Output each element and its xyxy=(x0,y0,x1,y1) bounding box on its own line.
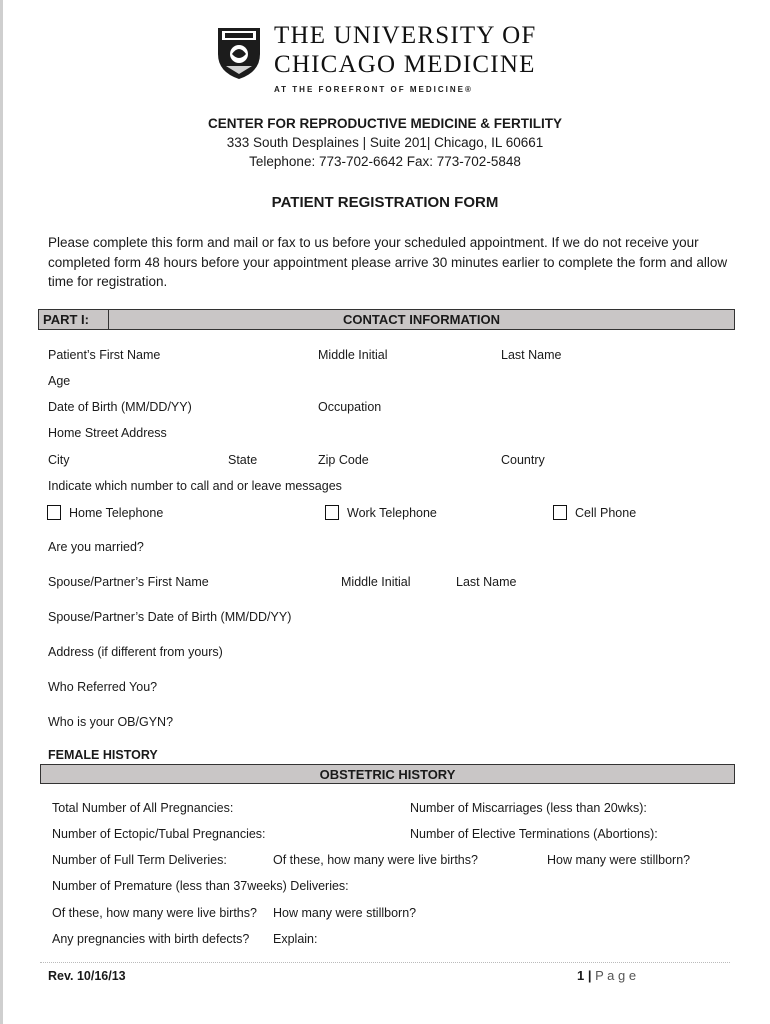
obgyn-field[interactable]: Who is your OB/GYN? xyxy=(48,715,174,729)
premature-live-births-field[interactable]: Of these, how many were live births? xyxy=(52,906,257,920)
home-address-field[interactable]: Home Street Address xyxy=(48,426,167,440)
miscarriages-field[interactable]: Number of Miscarriages (less than 20wks): xyxy=(410,801,647,815)
premature-stillborn-field[interactable]: How many were stillborn? xyxy=(273,906,417,920)
university-name-line1: THE UNIVERSITY OF xyxy=(274,22,537,49)
state-field[interactable]: State xyxy=(228,453,258,467)
cell-phone-checkbox[interactable] xyxy=(553,505,567,520)
home-telephone-checkbox[interactable] xyxy=(47,505,61,520)
referred-by-field[interactable]: Who Referred You? xyxy=(48,680,158,694)
first-name-field[interactable]: Patient’s First Name xyxy=(48,348,161,362)
city-field[interactable]: City xyxy=(48,453,70,467)
footer-divider xyxy=(40,962,730,963)
university-name-line2: CHICAGO MEDICINE xyxy=(274,51,536,78)
elective-terminations-field[interactable]: Number of Elective Terminations (Abortions): xyxy=(410,827,658,841)
page-number: 1 xyxy=(577,968,585,983)
last-name-field[interactable]: Last Name xyxy=(501,348,562,362)
occupation-field[interactable]: Occupation xyxy=(318,400,382,414)
page-separator: | xyxy=(587,968,592,983)
ectopic-pregnancies-field[interactable]: Number of Ectopic/Tubal Pregnancies: xyxy=(52,827,266,841)
part-label: PART I: xyxy=(39,310,109,329)
premature-deliveries-field[interactable]: Number of Premature (less than 37weeks) Deliveries: xyxy=(52,879,349,893)
revision-date: Rev. 10/16/13 xyxy=(48,969,126,983)
page-word: P a g e xyxy=(595,968,637,983)
home-telephone-label: Home Telephone xyxy=(69,506,164,520)
middle-initial-field[interactable]: Middle Initial xyxy=(318,348,388,362)
part-title: CONTACT INFORMATION xyxy=(343,312,500,327)
full-term-live-births-field[interactable]: Of these, how many were live births? xyxy=(273,853,478,867)
explain-field[interactable]: Explain: xyxy=(273,932,318,946)
spouse-last-name-field[interactable]: Last Name xyxy=(456,575,517,589)
zip-field[interactable]: Zip Code xyxy=(318,453,369,467)
age-field[interactable]: Age xyxy=(48,374,71,388)
center-phone: Telephone: 773-702-6642 Fax: 773-702-5848 xyxy=(249,154,521,169)
full-term-deliveries-field[interactable]: Number of Full Term Deliveries: xyxy=(52,853,227,867)
birth-defects-field[interactable]: Any pregnancies with birth defects? xyxy=(52,932,250,946)
work-telephone-checkbox[interactable] xyxy=(325,505,339,520)
cell-phone-label: Cell Phone xyxy=(575,506,637,520)
full-term-stillborn-field[interactable]: How many were stillborn? xyxy=(547,853,691,867)
work-telephone-label: Work Telephone xyxy=(347,506,437,520)
country-field[interactable]: Country xyxy=(501,453,545,467)
obstetric-history-header xyxy=(40,764,735,784)
married-field[interactable]: Are you married? xyxy=(48,540,144,554)
page-indicator xyxy=(577,968,636,983)
obstetric-title: OBSTETRIC HISTORY xyxy=(319,766,456,782)
spouse-first-name-field[interactable]: Spouse/Partner’s First Name xyxy=(48,575,209,589)
center-address: 333 South Desplaines | Suite 201| Chicago, IL 60661 xyxy=(226,135,544,150)
form-title: PATIENT REGISTRATION FORM xyxy=(271,194,499,211)
center-name: CENTER FOR REPRODUCTIVE MEDICINE & FERTILITY xyxy=(207,116,562,131)
dob-field[interactable]: Date of Birth (MM/DD/YY) xyxy=(48,400,192,414)
call-preference-prompt: Indicate which number to call and or leave messages xyxy=(48,479,342,493)
tagline: AT THE FOREFRONT OF MEDICINE® xyxy=(274,85,473,94)
university-crest-logo xyxy=(216,26,262,80)
intro-paragraph: Please complete this form and mail or fax to us before your scheduled appointment. If we do not receive your completed form 48 hours before your appointment please arrive 30 minutes earlier to complete the form and allow time for registration. xyxy=(48,235,728,289)
total-pregnancies-field[interactable]: Total Number of All Pregnancies: xyxy=(52,801,234,815)
spouse-dob-field[interactable]: Spouse/Partner’s Date of Birth (MM/DD/YY) xyxy=(48,610,292,624)
spouse-middle-initial-field[interactable]: Middle Initial xyxy=(341,575,411,589)
contact-information-header xyxy=(38,309,735,330)
female-history-heading: FEMALE HISTORY xyxy=(48,748,158,762)
alternate-address-field[interactable]: Address (if different from yours) xyxy=(48,645,223,659)
